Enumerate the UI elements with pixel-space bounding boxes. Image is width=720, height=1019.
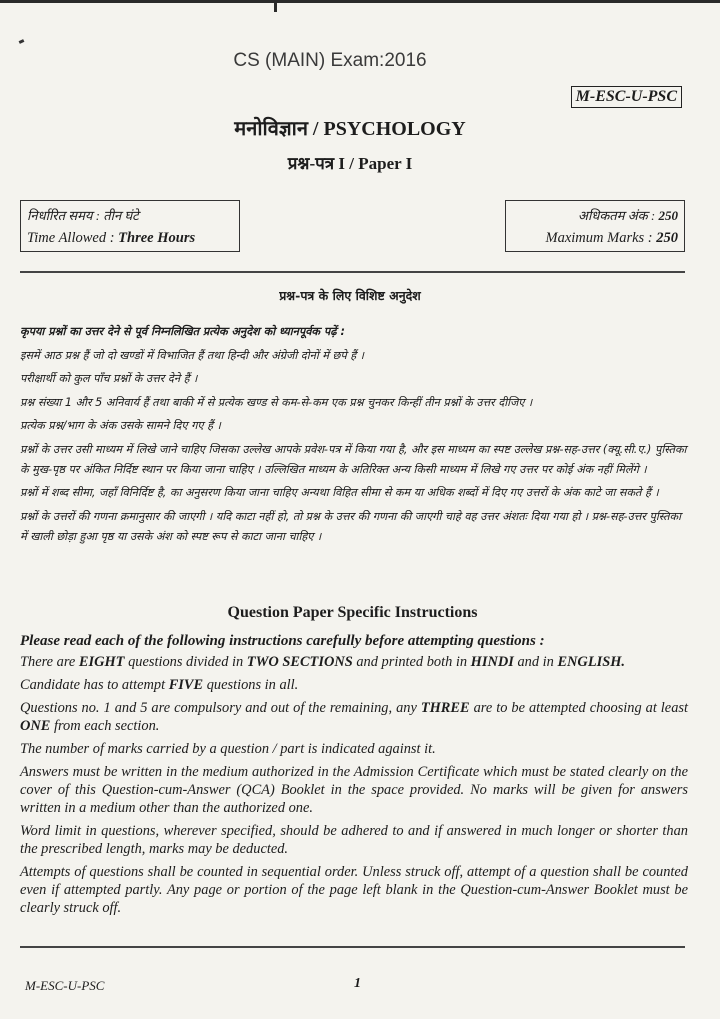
english-instruction-item	[20, 676, 688, 694]
item1-hindi: HINDI	[470, 654, 514, 670]
time-allowed-box	[20, 200, 240, 252]
divider-bottom	[20, 946, 685, 948]
item1-text-e: and printed both in	[352, 654, 471, 670]
item1-eight: EIGHT	[78, 654, 125, 670]
english-instructions-intro: Please read each of the following instructions carefully before attempting questions :	[20, 633, 545, 649]
item1-two-sections: TWO SECTIONS	[246, 654, 353, 670]
time-allowed-value: Three Hours	[118, 230, 196, 246]
hindi-instruction-item: प्रश्नों में शब्द सीमा, जहाँ विनिर्दिष्ट है, का अनुसरण किया जाना चाहिए अन्यथा विहित सीमा से कम या अधिक शब्दों में दिए गए उत्तरों के अंक काटे जा सकते हैं ।	[20, 486, 659, 499]
footer-page-number: 1	[354, 976, 361, 991]
english-instruction-item: Attempts of questions shall be counted in sequential order. Unless struck off, attempt of a question shall be counted even if attempted partly. Any page or portion of the page left blank in the Question-cum-Answer Booklet must be clearly struck off.	[20, 864, 688, 916]
time-allowed-english	[27, 227, 233, 250]
item1-text-a: There are	[20, 654, 79, 670]
exam-title: CS (MAIN) Exam:2016	[233, 50, 427, 71]
item3-text-e: from each section.	[50, 718, 160, 734]
item1-text-c: questions divided in	[124, 654, 247, 670]
hindi-instruction-item: परीक्षार्थी को कुल पाँच प्रश्नों के उत्तर देने हैं ।	[20, 372, 198, 385]
item2-text-c: questions in all.	[203, 677, 299, 693]
maximum-marks-value: 250	[656, 230, 678, 246]
maximum-marks-hindi	[512, 204, 678, 227]
hindi-instruction-item: प्रत्येक प्रश्न/भाग के अंक उसके सामने दिए गए हैं ।	[20, 419, 221, 432]
english-instruction-item: Word limit in questions, wherever specified, should be adhered to and if answered in much longer or shorter than the prescribed length, marks may be deducted.	[20, 823, 688, 857]
item3-three: THREE	[420, 700, 470, 716]
maximum-marks-box	[505, 200, 685, 252]
hindi-instructions	[20, 322, 688, 550]
english-instruction-item	[20, 699, 688, 735]
time-allowed-hindi: निर्धारित समय : तीन घंटे	[27, 208, 139, 223]
paper-number: प्रश्न-पत्र I / Paper I	[287, 154, 413, 173]
item3-text-c: are to be attempted choosing at least	[469, 700, 688, 716]
hindi-instructions-intro: कृपया प्रश्नों का उत्तर देने से पूर्व निम्नलिखित प्रत्येक अनुदेश को ध्यानपूर्वक पढ़ें :	[20, 325, 345, 338]
english-instruction-item: Answers must be written in the medium authorized in the Admission Certificate which must be stated clearly on the cover of this Question-cum-Answer (QCA) Booklet in the space provided. No marks will be given for answers written in a medium other than the authorized one.	[20, 764, 688, 816]
item3-text-a: Questions no. 1 and 5 are compulsory and out of the remaining, any	[20, 700, 421, 716]
subject-title: मनोविज्ञान / PSYCHOLOGY	[234, 118, 466, 140]
hindi-instruction-item: प्रश्नों के उत्तर उसी माध्यम में लिखे जाने चाहिए जिसका उल्लेख आपके प्रवेश-पत्र में किया गया है, और इस माध्यम का स्पष्ट उल्लेख प्रश्न-सह-उत्तर (क्यू.सी.ए.) पुस्तिका के मुख-पृष्ठ पर अंकित निर्दिष्ट स्थान पर किया जाना चाहिए । उल्लिखित माध्यम के अतिरिक्त अन्य किसी माध्यम में लिखे गए उत्तर पर कोई अंक नहीं मिलेंगे ।	[20, 442, 687, 476]
english-instruction-item: The number of marks carried by a question / part is indicated against it.	[20, 741, 436, 757]
english-instructions-heading: Question Paper Specific Instructions	[227, 604, 478, 621]
hindi-instruction-item: प्रश्नों के उत्तरों की गणना क्रमानुसार की जाएगी । यदि काटा नहीं हो, तो प्रश्न के उत्तर की गणना की जाएगी चाहे वह उत्तर अंशतः दिया गया हो । प्रश्न-सह-उत्तर पुस्तिका में खाली छोड़ा हुआ पृष्ठ या उसके अंश को स्पष्ट रूप से काटा जाना चाहिए ।	[20, 509, 682, 543]
hindi-instruction-item: इसमें आठ प्रश्न हैं जो दो खण्डों में विभाजित हैं तथा हिन्दी और अंग्रेजी दोनों में छपे हैं ।	[20, 348, 365, 362]
item2-text-a: Candidate has to attempt	[20, 677, 169, 693]
paper-code-box: M-ESC-U-PSC	[571, 86, 682, 108]
english-instructions	[20, 632, 688, 922]
item3-one: ONE	[20, 718, 51, 734]
time-allowed-label: Time Allowed :	[27, 230, 119, 246]
maximum-marks-hindi-label: अधिकतम अंक :	[578, 208, 659, 223]
footer-paper-code: M-ESC-U-PSC	[25, 978, 105, 993]
item2-five: FIVE	[168, 677, 204, 693]
scan-top-edge	[0, 0, 720, 3]
divider-top	[20, 271, 685, 273]
scan-speck	[19, 39, 25, 44]
hindi-instructions-heading: प्रश्न-पत्र के लिए विशिष्ट अनुदेश	[279, 288, 421, 303]
item1-text-g: and in	[513, 654, 558, 670]
maximum-marks-hindi-value: 250	[658, 208, 678, 223]
maximum-marks-english	[512, 227, 678, 250]
hindi-instruction-item: प्रश्न संख्या 1 और 5 अनिवार्य हैं तथा बाकी में से प्रत्येक खण्ड से कम-से-कम एक प्रश्न चुनकर किन्हीं तीन प्रश्नों के उत्तर दीजिए ।	[20, 395, 533, 409]
english-instruction-item	[20, 653, 688, 671]
maximum-marks-label: Maximum Marks :	[545, 230, 657, 246]
item1-english: ENGLISH.	[557, 654, 626, 670]
scan-tick-mark	[274, 0, 277, 12]
